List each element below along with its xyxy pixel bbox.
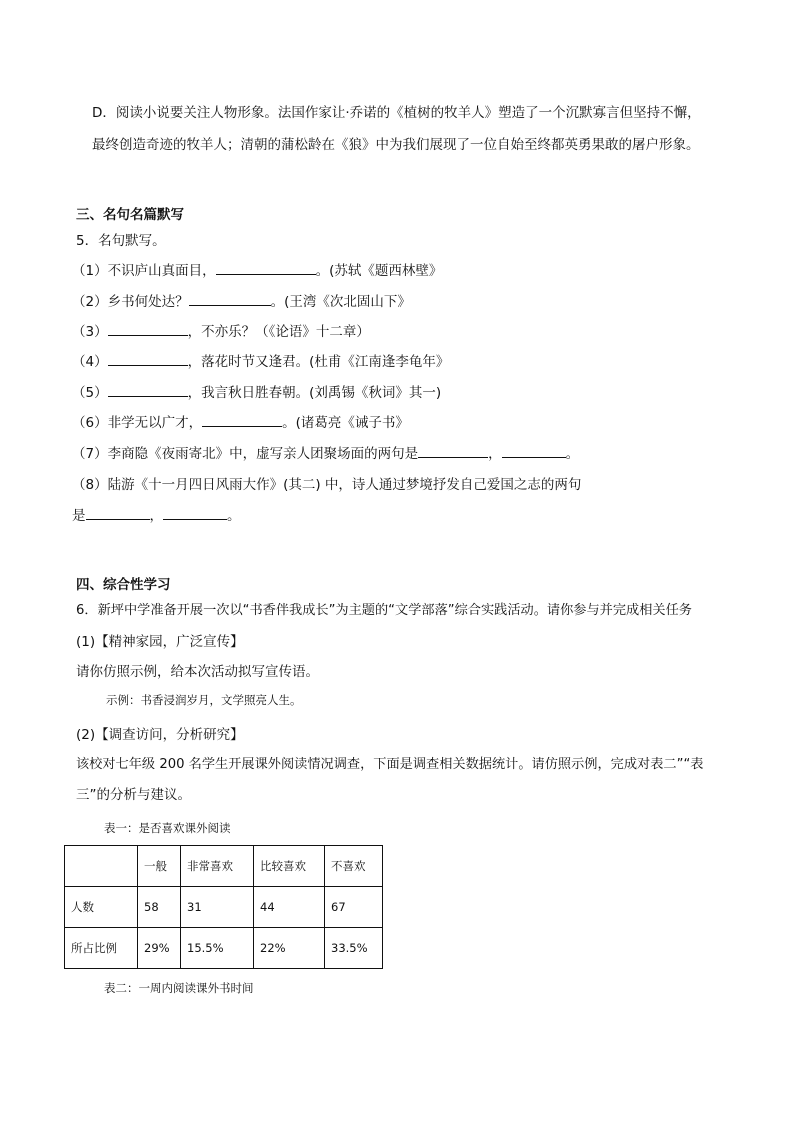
- item-3-prefix: （3）: [72, 324, 108, 340]
- table-1-caption: 表一：是否喜欢课外阅读: [104, 821, 231, 835]
- table-row: [65, 887, 383, 928]
- table-header-cell: 不喜欢: [325, 846, 383, 887]
- task-1-text: 请你仿照示例，给本次活动拟写宣传语。: [76, 664, 319, 680]
- recitation-item-2: [72, 290, 411, 310]
- recitation-item-8-answer: [72, 504, 241, 524]
- recitation-item-3: [72, 320, 370, 340]
- table-header-cell: 一般: [138, 846, 181, 887]
- recitation-item-1: [72, 259, 442, 279]
- item-4-prefix: （4）: [72, 354, 108, 370]
- example-slogan: 示例：书香浸润岁月，文学照亮人生。: [106, 693, 302, 707]
- item-4-source: ，落花时节又逢君。(杜甫《江南逢李龟年》: [187, 354, 450, 370]
- task-2-description-cont: 三”的分析与建议。: [76, 787, 191, 803]
- answer-blank[interactable]: [108, 351, 188, 366]
- table-cell: 22%: [254, 928, 325, 969]
- recitation-item-5: [72, 381, 441, 401]
- section-3-heading: 三、名句名篇默写: [76, 207, 184, 223]
- question-5: 5．名句默写。: [76, 233, 166, 249]
- table-cell: 29%: [138, 928, 181, 969]
- table-cell: 33.5%: [325, 928, 383, 969]
- table-header-cell: 比较喜欢: [254, 846, 325, 887]
- task-1-title: (1)【精神家园，广泛宣传】: [76, 634, 244, 650]
- task-2-description: 该校对七年级 200 名学生开展课外阅读情况调查，下面是调查相关数据统计。请仿照示例，完成对表二”“表: [76, 757, 704, 772]
- item-7-comma: ，: [488, 446, 502, 462]
- item-6-prefix: （6）非学无以广才，: [72, 415, 203, 431]
- item-2-source: 。(王湾《次北固山下》: [270, 294, 411, 310]
- table-header-cell: 非常喜欢: [181, 846, 254, 887]
- item-8-period: 。: [227, 508, 241, 524]
- recitation-item-7: [72, 442, 579, 462]
- table-header-row: [65, 846, 383, 887]
- option-d-line-1: D．阅读小说要关注人物形象。法国作家让·乔诺的《植树的牧羊人》塑造了一个沉默寡言但坚持不懈，: [92, 105, 701, 121]
- answer-blank[interactable]: [216, 260, 316, 275]
- item-3-source: ，不亦乐？（《论语》十二章）: [187, 324, 370, 340]
- task-2-title: (2)【调查访问，分析研究】: [76, 727, 244, 743]
- item-1-source: 。(苏轼《题西林壁》: [315, 263, 443, 279]
- answer-blank[interactable]: [108, 382, 188, 397]
- item-7-period: 。: [565, 446, 580, 462]
- item-8-prefix: 是: [72, 508, 86, 524]
- option-d-line-2: 最终创造奇迹的牧羊人；清朝的蒲松龄在《狼》中为我们展现了一位自始至终都英勇果敢的屠户形象。: [92, 137, 700, 153]
- answer-blank[interactable]: [202, 412, 282, 427]
- table-cell: 15.5%: [181, 928, 254, 969]
- table-cell: 31: [181, 887, 254, 928]
- table-row-label: 人数: [65, 887, 138, 928]
- answer-blank[interactable]: [418, 443, 488, 458]
- recitation-item-4: [72, 350, 449, 370]
- recitation-item-8: （8）陆游《十一月四日风雨大作》(其二) 中，诗人通过梦境抒发自己爱国之志的两句: [72, 477, 582, 493]
- answer-blank[interactable]: [86, 505, 150, 520]
- answer-blank[interactable]: [108, 321, 188, 336]
- item-2-prefix: （2）乡书何处达？: [72, 294, 189, 310]
- table-cell: 67: [325, 887, 383, 928]
- table-corner-cell: [65, 846, 138, 887]
- recitation-item-6: [72, 411, 409, 431]
- table-row: [65, 928, 383, 969]
- reading-survey-table: [64, 845, 383, 969]
- table-cell: 44: [254, 887, 325, 928]
- table-row-label: 所占比例: [65, 928, 138, 969]
- item-7-prefix: （7）李商隐《夜雨寄北》中，虚写亲人团聚场面的两句是: [72, 446, 419, 462]
- answer-blank[interactable]: [189, 291, 271, 306]
- table-cell: 58: [138, 887, 181, 928]
- item-8-comma: ，: [149, 508, 163, 524]
- answer-blank[interactable]: [502, 443, 566, 458]
- question-6: 6．新坪中学准备开展一次以“书香伴我成长”为主题的“文学部落”综合实践活动。请你参与并完成相关任务: [76, 603, 692, 618]
- table-2-caption: 表二：一周内阅读课外书时间: [104, 981, 254, 995]
- item-5-source: ，我言秋日胜春朝。(刘禹锡《秋词》其一): [187, 385, 442, 401]
- item-5-prefix: （5）: [72, 385, 108, 401]
- item-1-prefix: （1）不识庐山真面目，: [72, 263, 216, 279]
- section-4-heading: 四、综合性学习: [76, 577, 171, 593]
- answer-blank[interactable]: [163, 505, 227, 520]
- item-6-source: 。(诸葛亮《诫子书》: [282, 415, 409, 431]
